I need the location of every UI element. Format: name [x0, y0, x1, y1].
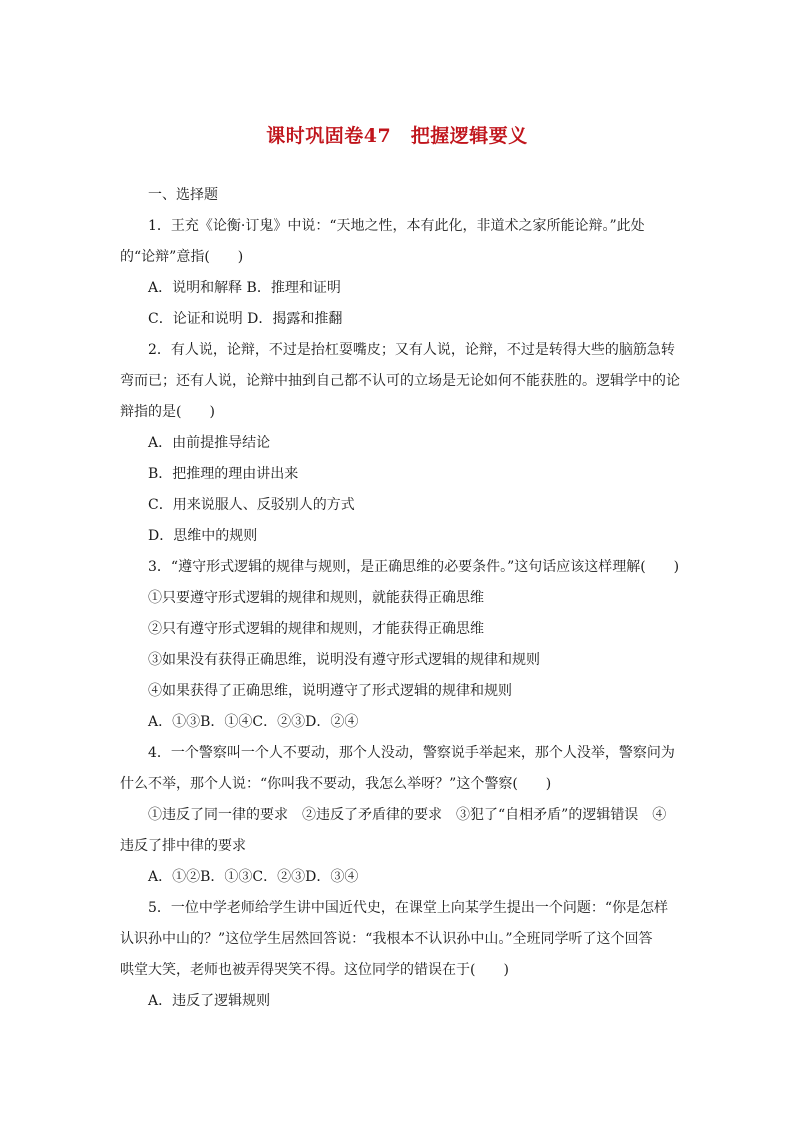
question-4-stem-line-1: 4．一个警察叫一个人不要动，那个人没动，警察说手举起来，那个人没举，警察问为	[148, 745, 675, 761]
page-title: 课时巩固卷47 把握逻辑要义	[266, 125, 528, 147]
question-1-option-ab: A．说明和解释 B．推理和证明	[148, 280, 341, 296]
question-5-stem-line-3: 哄堂大笑，老师也被弄得哭笑不得。这位同学的错误在于( )	[120, 962, 509, 978]
question-4-stem-line-2: 什么不举，那个人说：“你叫我不要动，我怎么举呀？”这个警察( )	[120, 776, 552, 792]
document-body	[120, 180, 680, 1017]
question-2-stem-line-2: 弯而已；还有人说，论辩中抽到自己都不认可的立场是无论如何不能获胜的。逻辑学中的论	[120, 373, 680, 389]
question-4-statements-line-1: ①违反了同一律的要求 ②违反了矛盾律的要求 ③犯了“自相矛盾”的逻辑错误 ④	[148, 807, 667, 823]
question-2-option-d: D．思维中的规则	[148, 528, 258, 544]
question-2-stem-line-1: 2．有人说，论辩，不过是抬杠耍嘴皮；又有人说，论辩，不过是转得大些的脑筋急转	[148, 342, 675, 358]
question-2-option-b: B．把推理的理由讲出来	[148, 466, 299, 482]
question-4-statements-line-2: 违反了排中律的要求	[120, 838, 246, 854]
question-1-stem-line-2: 的“论辩”意指( )	[120, 249, 244, 265]
question-5-stem-line-1: 5．一位中学老师给学生讲中国近代史，在课堂上向某学生提出一个问题：“你是怎样	[148, 900, 669, 916]
question-3-statement-3: ③如果没有获得正确思维，说明没有遵守形式逻辑的规律和规则	[148, 652, 540, 668]
question-2-stem-line-3: 辩指的是( )	[120, 404, 215, 420]
question-3-statement-2: ②只有遵守形式逻辑的规律和规则，才能获得正确思维	[148, 621, 484, 637]
section-heading: 一、选择题	[148, 187, 218, 203]
question-5-stem-line-2: 认识孙中山的？”这位学生居然回答说：“我根本不认识孙中山。”全班同学听了这个回答	[120, 931, 653, 947]
question-2-option-c: C．用来说服人、反驳别人的方式	[148, 497, 355, 513]
question-3-statement-4: ④如果获得了正确思维，说明遵守了形式逻辑的规律和规则	[148, 683, 512, 699]
question-4-answer-options: A．①②B．①③C．②③D．③④	[148, 869, 359, 885]
question-3-answer-options: A．①③B．①④C．②③D．②④	[148, 714, 359, 730]
question-1-stem-line-1: 1．王充《论衡·订鬼》中说：“天地之性，本有此化，非道术之家所能论辩。”此处	[148, 218, 645, 234]
question-5-option-a: A．违反了逻辑规则	[148, 993, 271, 1009]
question-2-option-a: A．由前提推导结论	[148, 435, 271, 451]
question-1-option-cd: C．论证和说明 D．揭露和推翻	[148, 311, 343, 327]
question-3-statement-1: ①只要遵守形式逻辑的规律和规则，就能获得正确思维	[148, 590, 484, 606]
question-3-stem-line-1: 3．“遵守形式逻辑的规律与规则，是正确思维的必要条件。”这句话应该这样理解( )	[148, 559, 680, 575]
